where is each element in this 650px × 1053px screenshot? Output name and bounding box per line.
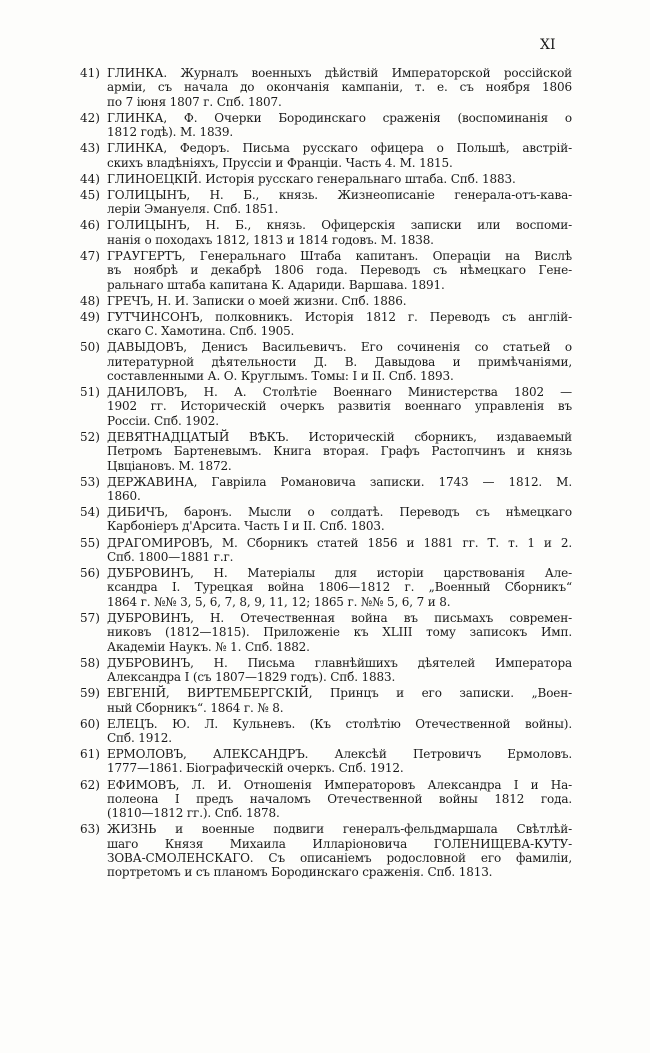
bibliography-entry [80,310,572,339]
entry-text-line: ный Сборникъ“. 1864 г. № 8. [107,700,284,715]
entry-number: 46) [80,218,100,233]
bibliography-entry [80,385,572,428]
entry-text-line: полеона I предъ началомъ Отечественной войны 1812 года. [107,791,572,806]
entry-text-line: Академіи Наукъ. № 1. Спб. 1882. [107,639,310,654]
entry-text-line: нанія о походахъ 1812, 1813 и 1814 годовъ. М. 1838. [107,232,434,247]
entry-text-line: Петромъ Бартеневымъ. Книга вторая. Графъ Растопчинъ и князь [107,444,572,459]
bibliography-entry [80,822,572,879]
entry-number: 63) [80,822,100,837]
entry-text-line: составленными А. О. Круглымъ. Томы: I и II. Спб. 1893. [107,368,454,383]
entry-text-line: скихъ владѣніяхъ, Пруссіи и Франціи. Часть 4. М. 1815. [107,155,453,170]
entry-text-line: ральнаго штаба капитана К. Адариди. Варшава. 1891. [107,277,445,292]
bibliography-entry [80,294,572,308]
entry-number: 45) [80,187,100,202]
entry-text-line: литературной дѣятельности Д. В. Давыдова и примѣчаніями, [107,354,572,369]
entry-text-line: Россіи. Спб. 1902. [107,413,219,428]
entry-number: 48) [80,293,100,308]
entry-number: 52) [80,429,100,444]
entry-text-line: никовъ (1812—1815). Приложеніе къ XLIII тому записокъ Имп. [107,625,572,640]
entry-text-line: ДРАГОМИРОВЪ, М. Сборникъ статей 1856 и 1881 гг. Т. т. 1 и 2. [107,535,572,550]
entry-number: 59) [80,686,100,701]
bibliography-entry [80,111,572,140]
entry-text-line: ДУБРОВИНЪ, Н. Матеріалы для исторіи царствованія Але- [107,566,572,581]
entry-text-line: ГОЛИЦЫНЪ, Н. Б., князь. Жизнеописаніе генерала-отъ-кава- [107,187,572,202]
entry-number: 42) [80,110,100,125]
bibliography-entry [80,566,572,609]
entry-number: 57) [80,610,100,625]
entry-text-line: 1864 г. №№ 3, 5, 6, 7, 8, 9, 11, 12; 1865 г. №№ 5, 6, 7 и 8. [107,594,451,609]
bibliography-entry [80,536,572,565]
entry-text-line: ЕРМОЛОВЪ, АЛЕКСАНДРЪ. Алексѣй Петровичъ Ермоловъ. [107,747,572,762]
entry-text-line: шаго Князя Михаила Илларіоновича ГОЛЕНИЩЕВА-КУТУ- [107,836,572,851]
entry-number: 60) [80,716,100,731]
bibliography-entry [80,686,572,715]
entry-number: 55) [80,535,100,550]
entry-number: 51) [80,385,100,400]
entry-text-line: ДАВЫДОВЪ, Денисъ Васильевичъ. Его сочиненія со статьей о [107,340,572,355]
entry-text-line: Спб. 1800—1881 г.г. [107,549,234,564]
entry-number: 43) [80,141,100,156]
entry-text-line: (1810—1812 гг.). Спб. 1878. [107,806,280,821]
entry-number: 56) [80,566,100,581]
entry-text-line: 1777—1861. Біографическій очеркъ. Спб. 1912. [107,761,404,776]
bibliography-entry [80,188,572,217]
entry-text-line: ГРЕЧЪ, Н. И. Записки о моей жизни. Спб. 1886. [107,293,407,308]
entry-text-line: ЖИЗНЬ и военные подвиги генералъ-фельдмаршала Свѣтлѣй- [107,822,572,837]
entry-number: 49) [80,309,100,324]
entry-text-line: ГЛИНКА. Журналъ военныхъ дѣйствій Императорской россійской [107,66,572,80]
entry-text-line: ксандра I. Турецкая война 1806—1812 г. „Военный Сборникъ“ [107,580,572,595]
entry-text-line: 1812 годѣ). М. 1839. [107,125,234,140]
entry-number: 47) [80,248,100,263]
entry-text-line: въ ноябрѣ и декабрѣ 1806 года. Переводъ съ нѣмецкаго Гене- [107,263,572,278]
entry-text-line: арміи, съ начала до окончанія кампаніи, т. е. съ ноября 1806 [107,80,572,95]
entry-text-line: ЕЛЕЦЪ. Ю. Л. Кульневъ. (Къ столѣтію Отечественной войны). [107,716,572,731]
entry-number: 44) [80,171,100,186]
entry-number: 62) [80,777,100,792]
entry-text-line: ГОЛИЦЫНЪ, Н. Б., князь. Офицерскія записки или воспоми- [107,218,572,233]
bibliography-entry [80,172,572,186]
entry-number: 50) [80,340,100,355]
bibliography-entry [80,66,572,109]
entry-text-line: ГЛИНКА, Федоръ. Письма русскаго офицера о Польшѣ, австрій- [107,141,572,156]
bibliography-entry [80,141,572,170]
entry-number: 54) [80,505,100,520]
bibliography-entry [80,505,572,534]
entry-text-line: ДУБРОВИНЪ, Н. Письма главнѣйшихъ дѣятелей Императора [107,655,572,670]
entry-text-line: ЕВГЕНІЙ, ВИРТЕМБЕРГСКІЙ, Принцъ и его записки. „Воен- [107,686,572,701]
entry-text-line: по 7 іюня 1807 г. Спб. 1807. [107,94,282,109]
entry-text-line: леріи Эмануеля. Спб. 1851. [107,202,279,217]
entry-text-line: ДАНИЛОВЪ, Н. А. Столѣтіе Военнаго Министерства 1802 — [107,385,572,400]
entry-text-line: скаго С. Хамотина. Спб. 1905. [107,324,295,339]
bibliography-entry [80,218,572,247]
entry-text-line: Александра I (съ 1807—1829 годъ). Спб. 1883. [107,670,396,685]
entry-number: 41) [80,66,100,80]
bibliography-entry [80,778,572,821]
page-number: XI [540,37,556,53]
entry-number: 61) [80,747,100,762]
entry-text-line: ДУБРОВИНЪ, Н. Отечественная война въ письмахъ современ- [107,610,572,625]
bibliography-entry [80,717,572,746]
bibliography-entry [80,430,572,473]
entry-text-line: 1860. [107,489,141,503]
entry-text-line: ГУТЧИНСОНЪ, полковникъ. Исторія 1812 г. Переводъ съ англій- [107,309,572,324]
entry-number: 53) [80,474,100,489]
entry-text-line: ДИБИЧЪ, баронъ. Мысли о солдатѣ. Переводъ съ нѣмецкаго [107,505,572,520]
bibliography-entry [80,611,572,654]
entry-text-line: ЕФИМОВЪ, Л. И. Отношенія Императоровъ Александра I и На- [107,777,572,792]
bibliography-entry [80,475,572,504]
entry-text-line: ЗОВА-СМОЛЕНСКАГО. Съ описаніемъ родословной его фамиліи, [107,851,572,866]
entry-text-line: 1902 гг. Историческій очеркъ развитія военнаго управленія въ [107,399,572,414]
entry-text-line: Спб. 1912. [107,730,172,745]
entry-text-line: портретомъ и съ планомъ Бородинскаго сраженія. Спб. 1813. [107,865,493,880]
entry-number: 58) [80,655,100,670]
bibliography-entry [80,747,572,776]
entry-text-line: Цвціановъ. М. 1872. [107,458,232,473]
entry-text-line: ГЛИНОЕЦКІЙ. Исторія русскаго генеральнаго штаба. Спб. 1883. [107,171,516,186]
entry-text-line: Карбоніеръ д'Арсита. Часть I и II. Спб. 1803. [107,519,385,534]
bibliography-entry [80,249,572,292]
entry-text-line: ДЕРЖАВИНА, Гавріила Романовича записки. 1743 — 1812. М. [107,474,572,489]
bibliography-list [80,66,572,882]
bibliography-entry [80,340,572,383]
entry-text-line: ГЛИНКА, Ф. Очерки Бородинскаго сраженія (воспоминанія о [107,110,572,125]
entry-text-line: ГРАУГЕРТЪ, Генеральнаго Штаба капитанъ. Операціи на Вислѣ [107,248,572,263]
entry-text-line: ДЕВЯТНАДЦАТЫЙ ВѢКЪ. Историческій сборникъ, издаваемый [107,429,572,444]
bibliography-entry [80,656,572,685]
